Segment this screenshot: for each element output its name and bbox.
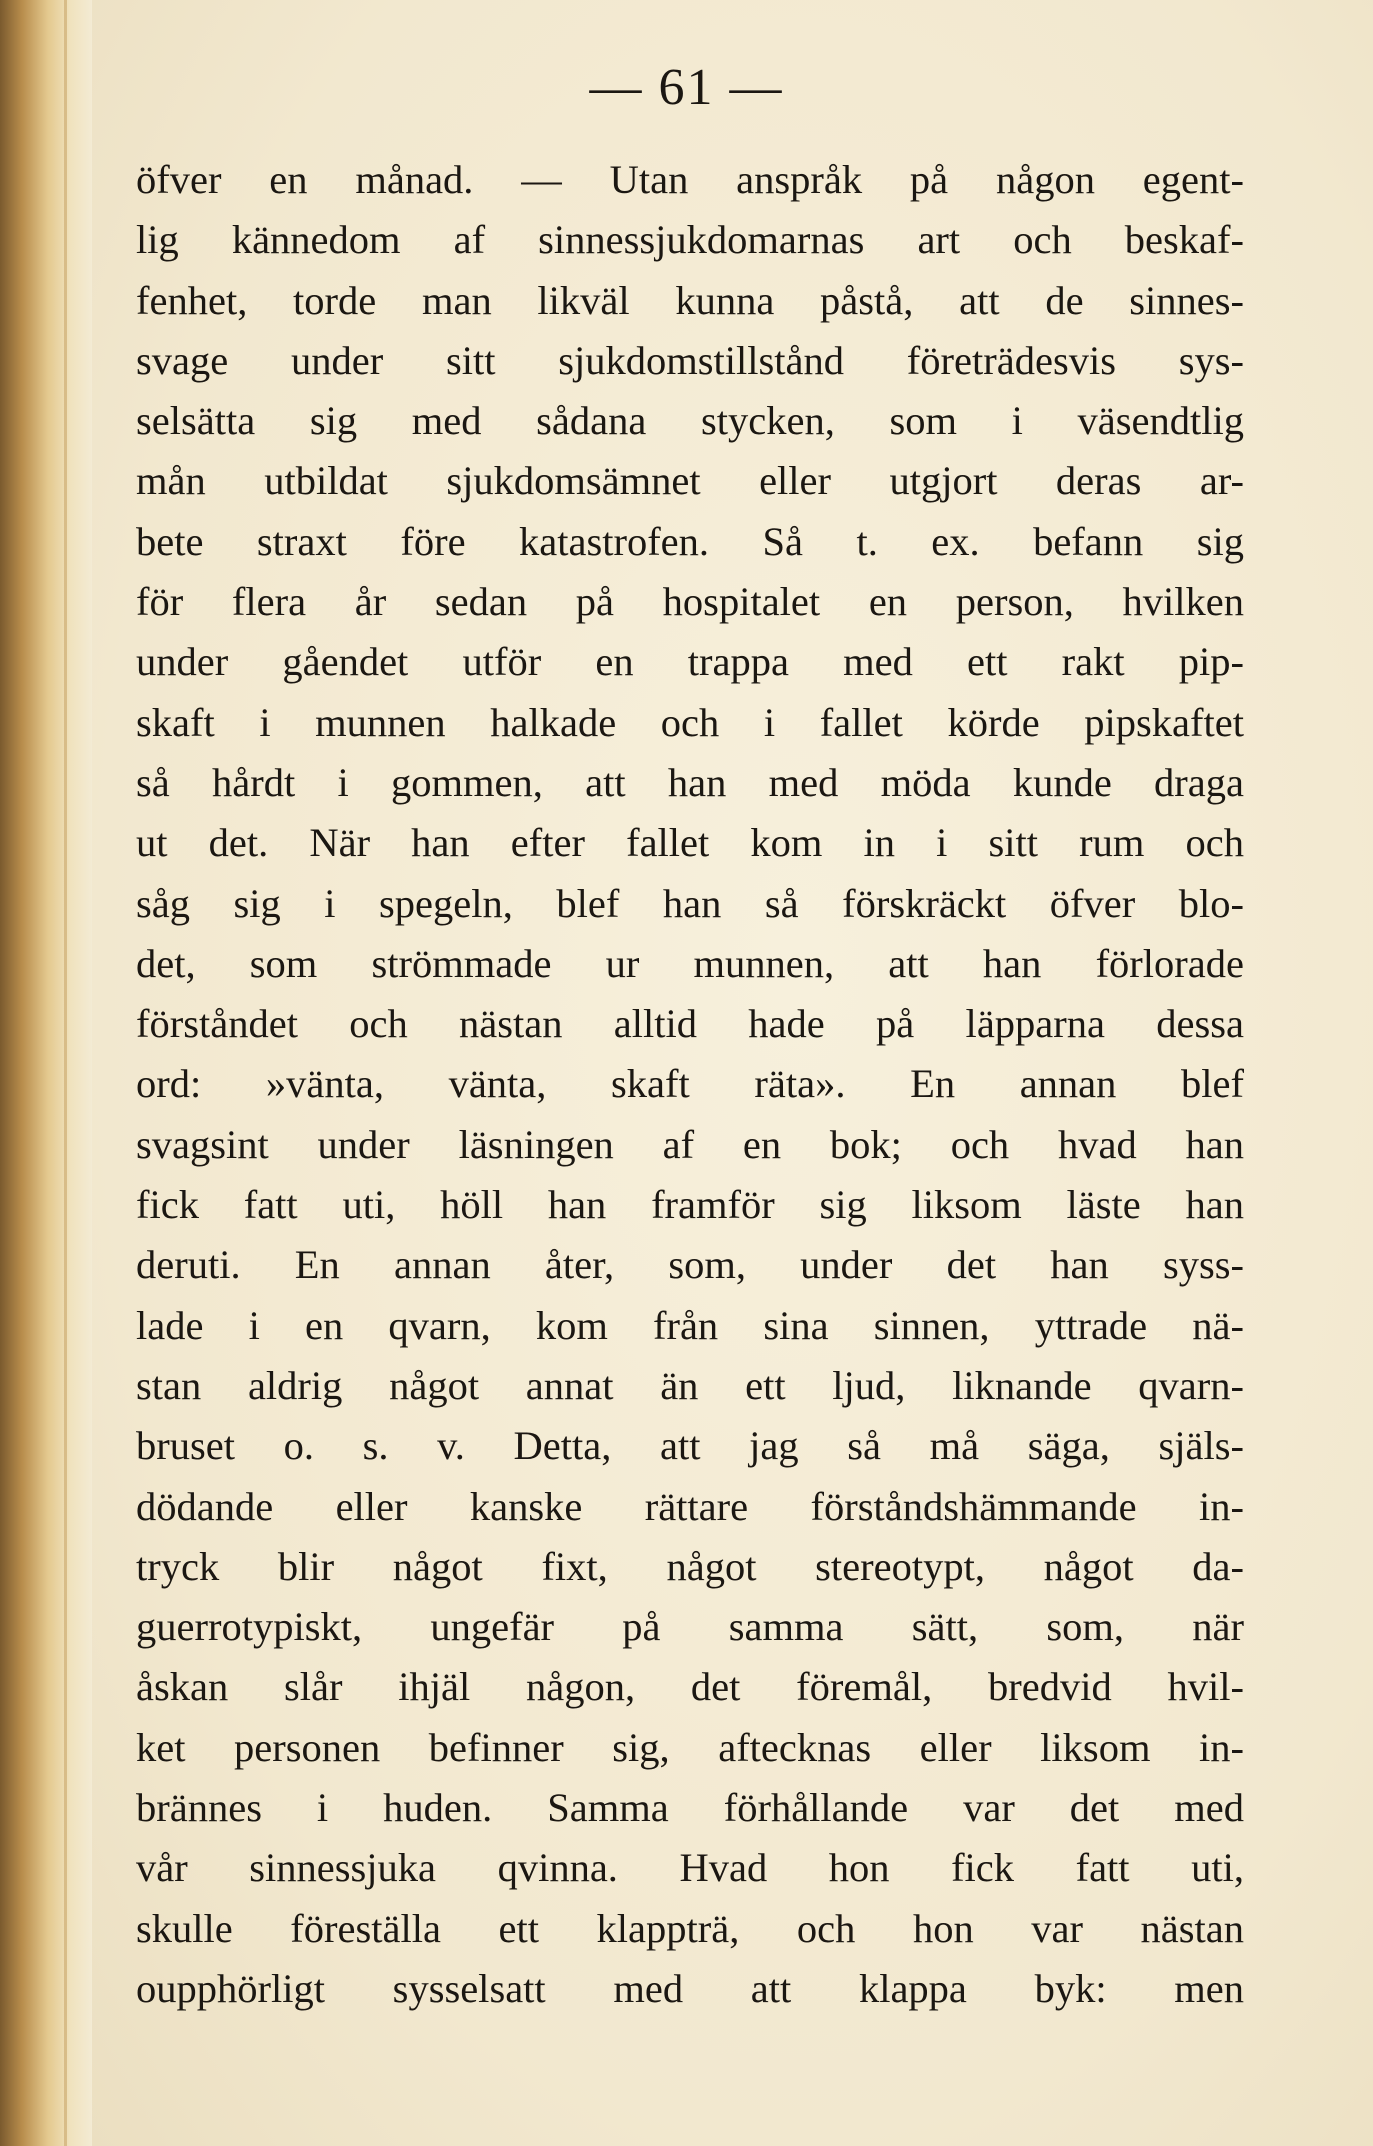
- body-text: [136, 150, 1244, 2019]
- text-line: skaft i munnen halkade och i fallet körde pipskaftet: [136, 699, 1244, 745]
- text-line: ut det. När han efter fallet kom in i sitt rum och: [136, 820, 1244, 866]
- text-line: guerrotypiskt, ungefär på samma sätt, som, när: [136, 1604, 1244, 1650]
- page-number: — 61 —: [589, 59, 784, 116]
- text-line: under gåendet utför en trappa med ett rakt pip-: [136, 639, 1244, 685]
- text-line: skulle föreställa ett klappträ, och hon var nästan: [136, 1905, 1244, 1951]
- text-line: såg sig i spegeln, blef han så förskräckt öfver blo-: [136, 880, 1244, 926]
- text-line: bete straxt före katastrofen. Så t. ex. befann sig: [136, 518, 1244, 564]
- text-line: så hårdt i gommen, att han med möda kunde draga: [136, 759, 1244, 805]
- text-line: förståndet och nästan alltid hade på läpparna dessa: [136, 1001, 1244, 1047]
- spine-shadow: [64, 0, 67, 2146]
- text-line: oupphörligt sysselsatt med att klappa byk: men: [136, 1965, 1244, 2011]
- text-line: dödande eller kanske rättare förståndshämmande in-: [136, 1483, 1244, 1529]
- text-line: ket personen befinner sig, aftecknas eller liksom in-: [136, 1724, 1244, 1770]
- text-line: selsätta sig med sådana stycken, som i väsendtlig: [136, 398, 1244, 444]
- text-line: svage under sitt sjukdomstillstånd företrädesvis sys-: [136, 337, 1244, 383]
- text-line: vår sinnessjuka qvinna. Hvad hon fick fatt uti,: [136, 1845, 1244, 1891]
- text-line: fick fatt uti, höll han framför sig liksom läste han: [136, 1182, 1244, 1228]
- text-line: lig kännedom af sinnessjukdomarnas art och beskaf-: [136, 217, 1244, 263]
- text-line: tryck blir något fixt, något stereotypt, något da-: [136, 1543, 1244, 1589]
- text-line: fenhet, torde man likväl kunna påstå, att de sinnes-: [136, 277, 1244, 323]
- text-line: det, som strömmade ur munnen, att han förlorade: [136, 940, 1244, 986]
- text-line: åskan slår ihjäl någon, det föremål, bredvid hvil-: [136, 1664, 1244, 1710]
- text-line: lade i en qvarn, kom från sina sinnen, yttrade nä-: [136, 1302, 1244, 1348]
- text-line: öfver en månad. — Utan anspråk på någon egent-: [136, 157, 1244, 202]
- text-line: ord: »vänta, vänta, skaft räta». En annan blef: [136, 1061, 1244, 1107]
- text-line: för flera år sedan på hospitalet en person, hvilken: [136, 579, 1244, 625]
- text-line: bruset o. s. v. Detta, att jag så må säga, själs-: [136, 1423, 1244, 1469]
- text-line: brännes i huden. Samma förhållande var det med: [136, 1785, 1244, 1831]
- text-line: svagsint under läsningen af en bok; och hvad han: [136, 1121, 1244, 1167]
- text-line: stan aldrig något annat än ett ljud, liknande qvarn-: [136, 1362, 1244, 1408]
- text-line: mån utbildat sjukdomsämnet eller utgjort deras ar-: [136, 458, 1244, 504]
- text-line: deruti. En annan åter, som, under det han syss-: [136, 1242, 1244, 1288]
- book-spine: [0, 0, 92, 2146]
